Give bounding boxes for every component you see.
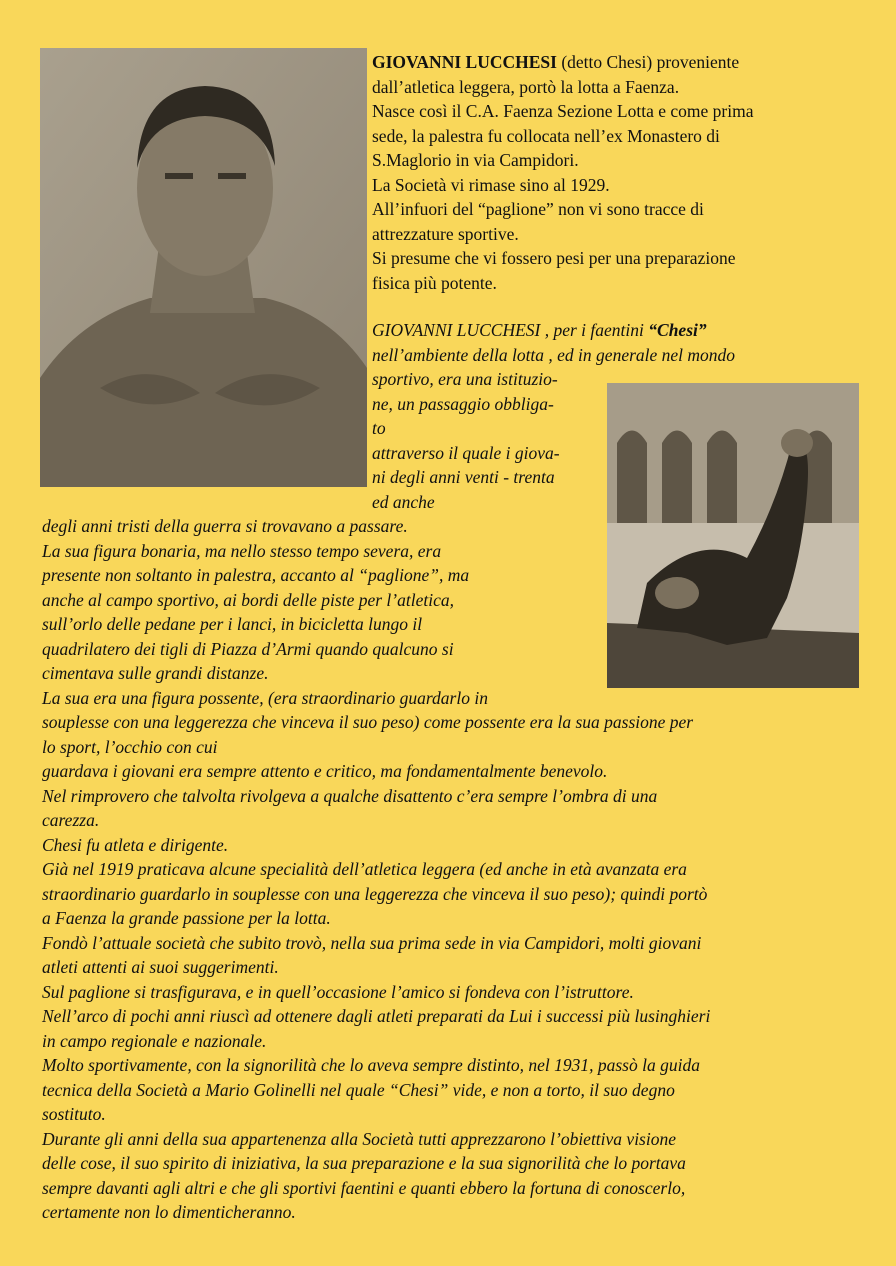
intro-paragraph <box>372 50 753 295</box>
bio-line: nell’ambiente della lotta , ed in generale nel mondo <box>372 344 736 365</box>
bio-line: Fondò l’attuale società che subito trovò, nella sua prima sede in via Campidori, molti giovani <box>42 932 702 953</box>
bio-line: cimentava sulle grandi distanze. <box>42 663 269 683</box>
bio-line: atleti attenti ai suoi suggerimenti. <box>42 957 279 977</box>
intro-line: sede, la palestra fu collocata nell’ex Monastero di <box>372 125 720 146</box>
bio-line: ne, un passaggio obbliga- <box>372 393 554 414</box>
bio-line: quadrilatero dei tigli di Piazza d’Armi quando qualcuno si <box>42 638 454 659</box>
bio-line: La sua era una figura possente, (era straordinario guardarlo in <box>42 687 488 708</box>
intro-line-text: (detto Chesi) proveniente <box>556 52 740 72</box>
bio-paragraph-main <box>42 514 710 1225</box>
bio-line: guardava i giovani era sempre attento e critico, ma fondamentalmente benevolo. <box>42 761 608 781</box>
intro-line: La Società vi rimase sino al 1929. <box>372 174 610 195</box>
bio-line: Nel rimprovero che talvolta rivolgeva a qualche disattento c’era sempre l’ombra di una <box>42 785 658 806</box>
bio-line: Molto sportivamente, con la signorilità che lo aveva sempre distinto, nel 1931, passò la guida <box>42 1055 700 1075</box>
bio-line: sostituto. <box>42 1104 106 1124</box>
bio-line: to <box>372 418 386 438</box>
bio-line: anche al campo sportivo, ai bordi delle piste per l’atletica, <box>42 589 454 610</box>
bio-line: Già nel 1919 praticava alcune specialità dell’atletica leggera (ed anche in età avanzata era <box>42 859 687 879</box>
intro-line: S.Maglorio in via Campidori. <box>372 150 579 170</box>
bio-line: Sul paglione si trasfigurava, e in quell’occasione l’amico si fondeva con l’istruttore. <box>42 981 634 1002</box>
intro-name: GIOVANNI LUCCHESI <box>372 52 557 72</box>
bio-line: lo sport, l’occhio con cui <box>42 736 218 757</box>
intro-line: dall’atletica leggera, portò la lotta a Faenza. <box>372 76 680 97</box>
bio-first-text: GIOVANNI LUCCHESI , per i faentini <box>372 320 649 340</box>
bio-line: ni degli anni venti - trenta <box>372 467 555 487</box>
bio-line: presente non soltanto in palestra, accanto al “paglione”, ma <box>42 565 470 585</box>
bio-line: attraverso il quale i giova- <box>372 442 560 463</box>
bio-line: Nell’arco di pochi anni riuscì ad ottenere dagli atleti preparati da Lui i successi più lusinghieri <box>42 1006 711 1026</box>
bio-line: Durante gli anni della sua appartenenza alla Società tutti apprezzarono l’obiettiva visione <box>42 1128 676 1149</box>
bio-line: a Faenza la grande passione per la lotta. <box>42 908 331 928</box>
bio-line: souplesse con una leggerezza che vinceva il suo peso) come possente era la sua passione per <box>42 712 694 732</box>
bio-line: in campo regionale e nazionale. <box>42 1030 267 1051</box>
bio-line: degli anni tristi della guerra si trovavano a passare. <box>42 516 408 536</box>
intro-line: All’infuori del “paglione” non vi sono tracce di <box>372 199 704 219</box>
bio-line: straordinario guardarlo in souplesse con una leggerezza che vinceva il suo peso); quindi portò <box>42 883 708 904</box>
bio-line: Chesi fu atleta e dirigente. <box>42 834 229 855</box>
intro-line: Si presume che vi fossero pesi per una preparazione <box>372 248 736 268</box>
intro-line: Nasce così il C.A. Faenza Sezione Lotta e come prima <box>372 101 754 121</box>
bio-line: sportivo, era una istituzio- <box>372 369 558 389</box>
bio-line: certamente non lo dimenticheranno. <box>42 1202 296 1222</box>
bio-line: delle cose, il suo spirito di iniziativa, la sua preparazione e la sua signorilità che lo portava <box>42 1153 686 1173</box>
intro-line: fisica più potente. <box>372 272 497 293</box>
bio-line: tecnica della Società a Mario Golinelli nel quale “Chesi” vide, e non a torto, il suo degno <box>42 1079 675 1100</box>
intro-line <box>372 50 753 75</box>
bio-line <box>372 318 735 343</box>
bio-line: carezza. <box>42 810 100 830</box>
intro-line: attrezzature sportive. <box>372 223 519 244</box>
bio-line: sull’orlo delle pedane per i lanci, in bicicletta lungo il <box>42 614 423 634</box>
bio-line: sempre davanti agli altri e che gli sportivi faentini e quanti ebbero la fortuna di conoscerlo, <box>42 1177 686 1198</box>
bio-paragraph-top <box>372 318 735 514</box>
bio-line: ed anche <box>372 491 435 512</box>
portrait-photo <box>40 48 367 487</box>
bio-line: La sua figura bonaria, ma nello stesso tempo severa, era <box>42 540 442 561</box>
bio-nickname: “Chesi” <box>648 320 707 340</box>
